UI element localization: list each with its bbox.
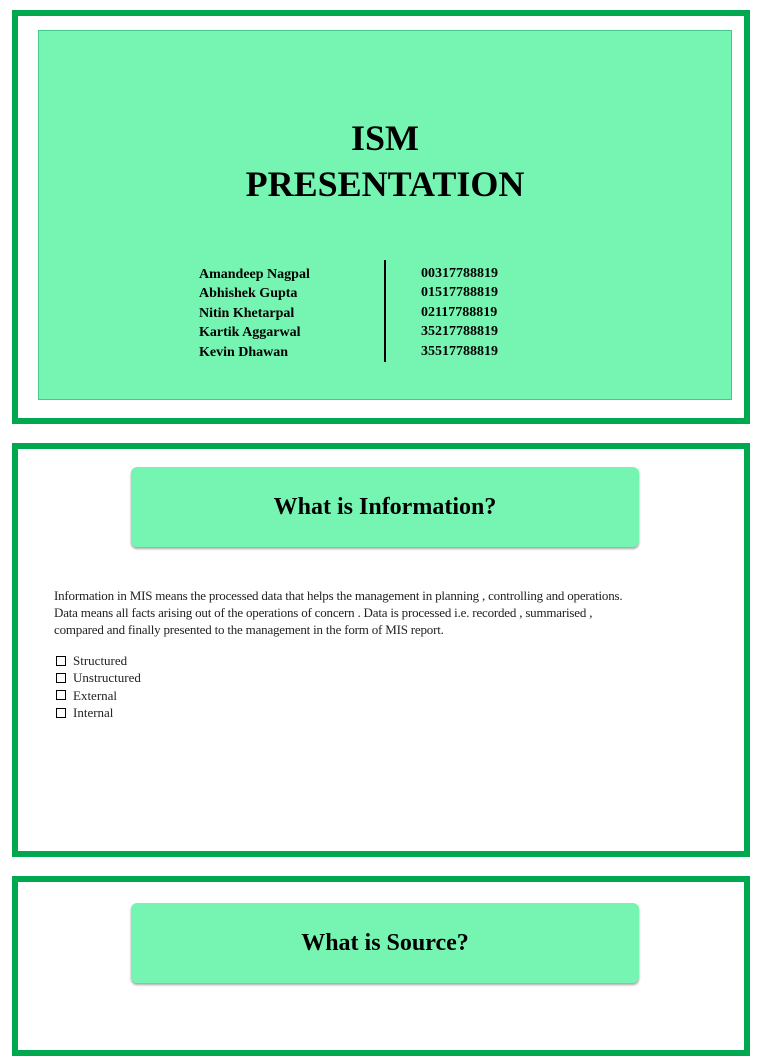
checkbox-bullet-icon — [56, 673, 66, 683]
title-panel — [38, 30, 732, 400]
slide-heading: What is Source? — [301, 929, 469, 956]
slide-1 — [12, 10, 750, 424]
list-item — [54, 669, 354, 686]
member-name: Kartik Aggarwal — [199, 325, 301, 341]
member-id: 35217788819 — [421, 324, 498, 340]
member-id: 00317788819 — [421, 266, 498, 281]
heading-box — [131, 903, 639, 983]
member-name: Kevin Dhawan — [199, 344, 289, 360]
title-line-1: ISM — [350, 118, 419, 158]
bullet-label: Structured — [73, 653, 128, 668]
bullet-label: External — [73, 687, 118, 703]
member-ids — [421, 264, 541, 361]
divider-line — [384, 260, 386, 362]
member-name: Nitin Khetarpal — [199, 305, 295, 321]
bullet-list — [54, 652, 354, 721]
slide-2 — [12, 443, 750, 857]
member-id: 02117788819 — [421, 304, 498, 320]
member-name: Abhishek Gupta — [199, 286, 298, 302]
paragraph-line: Information in MIS means the processed data that helps the management in planning , controlling and operations. — [54, 588, 623, 603]
paragraph-line: compared and finally presented to the management in the form of MIS report. — [54, 622, 444, 637]
member-name: Amandeep Nagpal — [199, 267, 310, 282]
member-id: 35517788819 — [421, 343, 498, 359]
member-id: 01517788819 — [421, 285, 498, 301]
heading-box — [131, 467, 639, 547]
slide-heading: What is Information? — [273, 493, 497, 520]
bullet-label: Internal — [73, 704, 114, 720]
list-item — [54, 652, 354, 669]
body-paragraph — [54, 587, 734, 638]
checkbox-bullet-icon — [56, 656, 66, 666]
member-names — [199, 265, 379, 362]
list-item — [54, 704, 354, 721]
title-line-2: PRESENTATION — [245, 164, 525, 204]
checkbox-bullet-icon — [56, 708, 66, 718]
bullet-label: Unstructured — [73, 670, 141, 686]
presentation-title — [39, 115, 731, 207]
checkbox-bullet-icon — [56, 690, 66, 700]
slide-3 — [12, 876, 750, 1056]
list-item — [54, 687, 354, 704]
paragraph-line: Data means all facts arising out of the operations of concern . Data is processed i.e. recorded , summarised , — [54, 605, 593, 620]
